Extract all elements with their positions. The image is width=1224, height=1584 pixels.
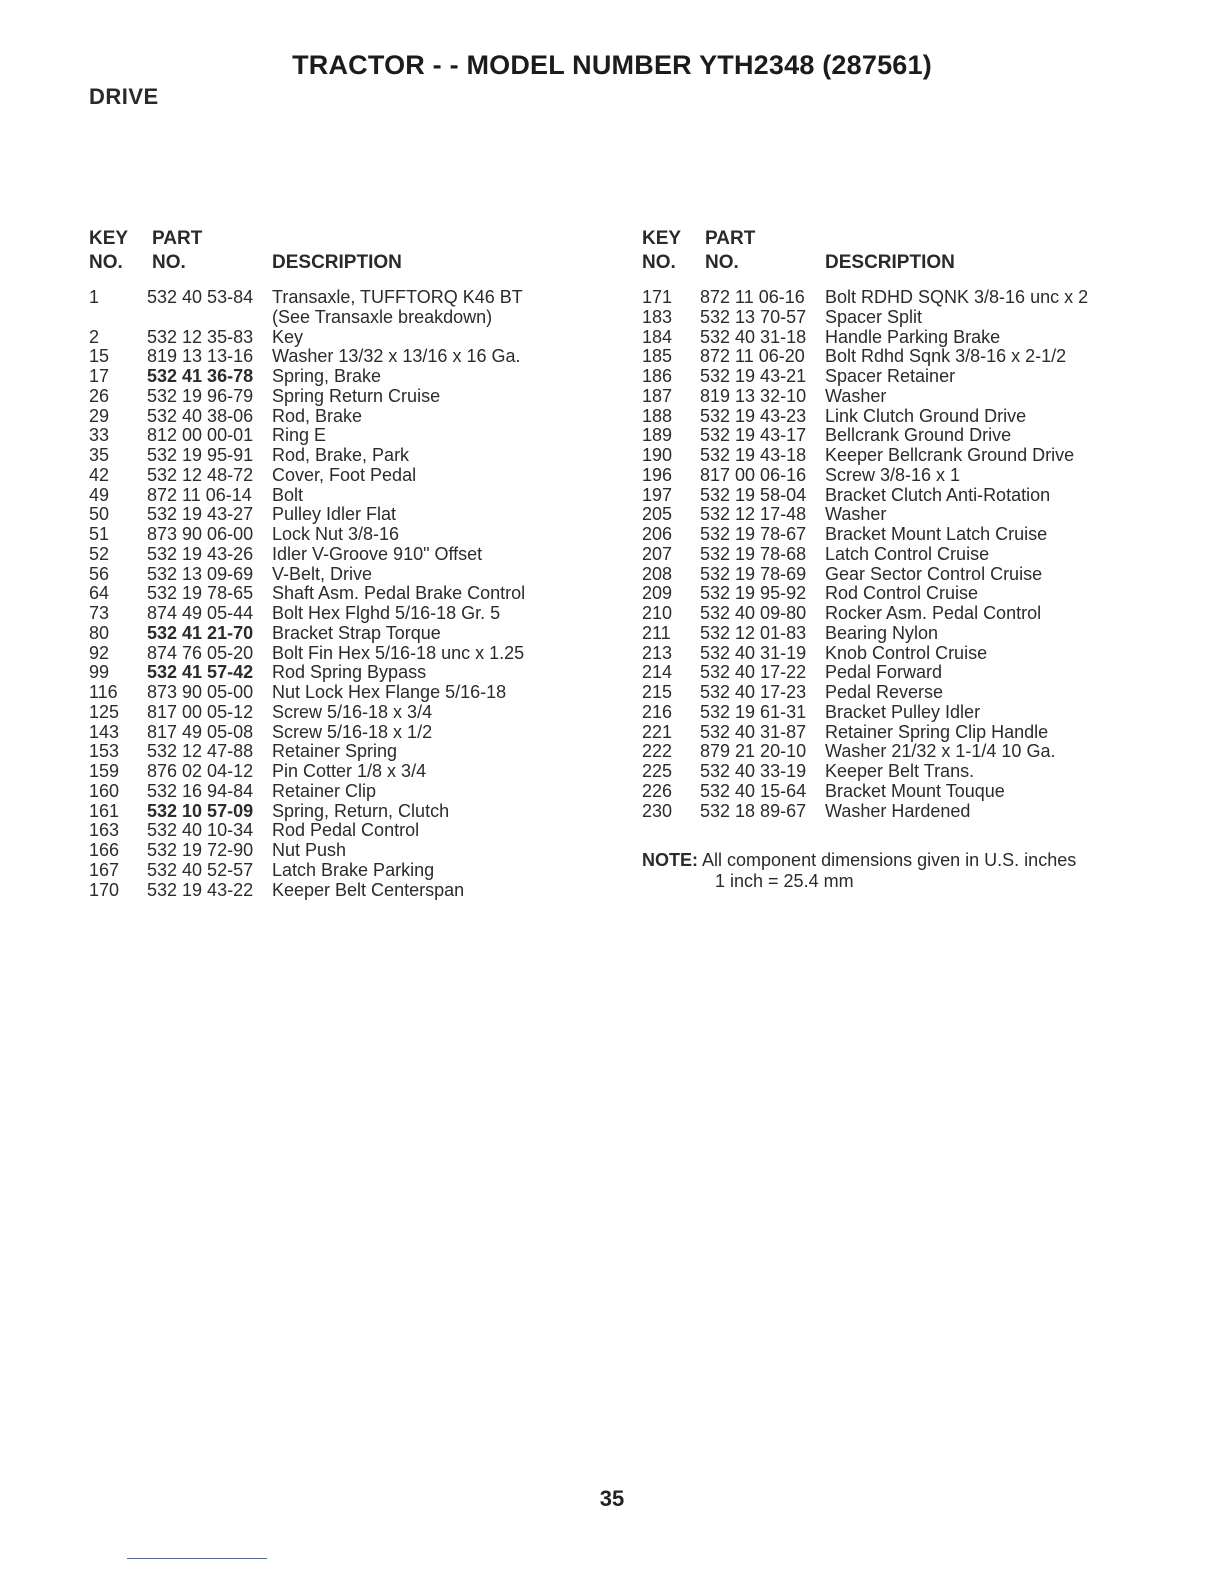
part-description: Latch Brake Parking [272, 859, 435, 880]
key-number: 183 [642, 306, 673, 327]
table-row [89, 782, 589, 802]
key-number: 42 [89, 464, 110, 485]
part-description: Pin Cotter 1/8 x 3/4 [272, 761, 427, 781]
part-number: 532 19 43-21 [700, 366, 807, 386]
part-description: Rod, Brake, Park [272, 445, 410, 465]
part-description: Bolt Fin Hex 5/16-18 unc x 1.25 [272, 642, 525, 663]
table-row [89, 644, 589, 664]
part-number: 879 21 20-10 [700, 741, 807, 762]
table-row [642, 328, 1162, 348]
part-number: 532 12 47-88 [147, 741, 254, 762]
key-number: 205 [642, 504, 673, 525]
key-number: 215 [642, 682, 673, 702]
table-row [642, 505, 1162, 525]
key-number: 161 [89, 800, 120, 821]
table-row [89, 407, 589, 427]
part-description: Bolt RDHD SQNK 3/8-16 unc x 2 [825, 287, 1089, 307]
table-row [642, 683, 1162, 703]
part-description: Pedal Forward [825, 662, 943, 683]
part-description: V-Belt, Drive [272, 563, 373, 584]
part-description: Spacer Retainer [825, 366, 956, 386]
key-number: 167 [89, 859, 120, 880]
key-number: 166 [89, 840, 120, 860]
key-header-bottom: NO. [89, 252, 123, 273]
key-number: 2 [89, 326, 100, 347]
table-row [642, 762, 1162, 782]
table-row [642, 742, 1162, 762]
part-description: Ring E [272, 425, 327, 446]
part-description: Rod Pedal Control [272, 820, 420, 841]
part-number: 532 41 21-70 [147, 622, 254, 643]
part-number: 532 40 38-06 [147, 405, 254, 426]
key-number: 211 [642, 622, 671, 643]
part-number: 817 00 05-12 [147, 701, 254, 722]
key-number: 209 [642, 583, 673, 604]
table-row [642, 802, 1162, 822]
part-description: Bolt [272, 484, 304, 505]
key-number: 187 [642, 385, 673, 406]
part-description: Spring Return Cruise [272, 385, 441, 406]
part-description: Keeper Belt Trans. [825, 761, 975, 781]
part-description: Retainer Spring [272, 741, 398, 762]
part-number: 532 19 72-90 [147, 840, 254, 860]
part-number: 874 49 05-44 [147, 603, 254, 623]
part-number: 532 13 70-57 [700, 306, 807, 327]
part-header-bottom: NO. [152, 252, 186, 273]
part-description: Spacer Split [825, 306, 923, 327]
key-number: 197 [642, 484, 673, 505]
key-number: 206 [642, 524, 673, 544]
table-row [642, 782, 1162, 802]
key-number: 185 [642, 346, 673, 367]
table-row [642, 426, 1162, 446]
part-description: Bracket Mount Latch Cruise [825, 524, 1048, 544]
table-row [89, 367, 589, 387]
part-number: 876 02 04-12 [147, 761, 254, 781]
table-row [642, 644, 1162, 664]
table-row [89, 861, 589, 881]
key-number: 51 [89, 524, 110, 544]
part-description: Knob Control Cruise [825, 642, 988, 663]
part-description: Bracket Pulley Idler [825, 701, 981, 722]
part-description: Retainer Clip [272, 780, 377, 801]
part-number: 532 19 95-92 [700, 583, 807, 604]
key-number: 159 [89, 761, 120, 781]
key-header-top: KEY [642, 228, 682, 249]
table-row [89, 762, 589, 782]
key-number: 80 [89, 622, 110, 643]
part-number: 812 00 00-01 [147, 425, 254, 446]
note-text: All component dimensions given in U.S. inches [702, 850, 1077, 870]
part-description: Pulley Idler Flat [272, 504, 397, 525]
part-description: Bolt Hex Flghd 5/16-18 Gr. 5 [272, 603, 501, 623]
part-description: Nut Push [272, 840, 347, 860]
table-row [642, 703, 1162, 723]
key-number: 225 [642, 761, 673, 781]
part-description: Gear Sector Control Cruise [825, 563, 1043, 584]
part-description: Spring, Return, Clutch [272, 800, 450, 821]
part-description: Washer 21/32 x 1-1/4 10 Ga. [825, 741, 1056, 762]
part-description: Keeper Belt Centerspan [272, 879, 465, 900]
key-number: 230 [642, 800, 673, 821]
part-description: Transaxle, TUFFTORQ K46 BT [272, 287, 523, 307]
part-number: 532 19 78-69 [700, 563, 807, 584]
part-number: 532 41 36-78 [147, 366, 254, 386]
table-row [642, 604, 1162, 624]
part-header-bottom: NO. [705, 252, 739, 273]
part-description: Washer Hardened [825, 800, 971, 821]
key-number: 125 [89, 701, 120, 722]
part-header-top: PART [705, 228, 756, 249]
part-number: 532 40 17-23 [700, 682, 807, 702]
table-row [642, 387, 1162, 407]
note-conversion: 1 inch = 25.4 mm [715, 871, 854, 891]
part-description: Washer [825, 504, 887, 525]
part-number: 532 19 43-26 [147, 543, 254, 564]
table-row [642, 584, 1162, 604]
key-number: 226 [642, 780, 673, 801]
part-number: 532 19 78-67 [700, 524, 807, 544]
part-number: 532 12 01-83 [700, 622, 807, 643]
part-number: 532 40 53-84 [147, 287, 254, 307]
part-description: Washer 13/32 x 13/16 x 16 Ga. [272, 346, 521, 367]
table-row [642, 407, 1162, 427]
part-header-top: PART [152, 228, 203, 249]
part-description: Screw 3/8-16 x 1 [825, 464, 961, 485]
description-header: DESCRIPTION [272, 252, 402, 273]
part-number: 872 11 06-16 [700, 287, 805, 307]
part-number: 532 40 09-80 [700, 603, 807, 623]
footer-rule [127, 1558, 267, 1559]
part-number: 532 13 09-69 [147, 563, 254, 584]
part-number: 532 19 43-23 [700, 405, 807, 426]
table-row [642, 565, 1162, 585]
key-number: 17 [89, 366, 110, 386]
part-description: Rod Control Cruise [825, 583, 979, 604]
part-number: 532 10 57-09 [147, 800, 254, 821]
part-number: 872 11 06-20 [700, 346, 805, 367]
key-number: 222 [642, 741, 673, 762]
table-row [89, 347, 589, 367]
table-row [89, 545, 589, 565]
part-description: Nut Lock Hex Flange 5/16-18 [272, 682, 507, 702]
part-description: Bellcrank Ground Drive [825, 425, 1012, 446]
part-number: 532 19 58-04 [700, 484, 807, 505]
part-number: 532 19 43-17 [700, 425, 807, 446]
key-header-top: KEY [89, 228, 129, 249]
table-row [89, 624, 589, 644]
table-row [89, 466, 589, 486]
table-row [642, 466, 1162, 486]
key-number: 214 [642, 662, 673, 683]
column-header [89, 228, 589, 284]
key-number: 216 [642, 701, 673, 722]
key-number: 56 [89, 563, 110, 584]
note-label: NOTE: [642, 850, 698, 870]
table-row [89, 821, 589, 841]
table-row [89, 663, 589, 683]
table-row [642, 663, 1162, 683]
key-number: 171 [642, 287, 673, 307]
table-row [89, 723, 589, 743]
part-number: 817 00 06-16 [700, 464, 807, 485]
part-description: Bracket Mount Touque [825, 780, 1005, 801]
part-description: Spring, Brake [272, 366, 382, 386]
part-number: 532 19 78-68 [700, 543, 807, 564]
key-number: 1 [89, 287, 100, 307]
part-number: 532 16 94-84 [147, 780, 254, 801]
key-number: 190 [642, 445, 673, 465]
parts-column-right [642, 228, 1162, 821]
table-row [89, 604, 589, 624]
table-row [642, 545, 1162, 565]
page-title: TRACTOR - - MODEL NUMBER YTH2348 (287561) [292, 50, 932, 80]
table-row [89, 328, 589, 348]
part-number: 873 90 06-00 [147, 524, 254, 544]
part-description: Pedal Reverse [825, 682, 944, 702]
table-row [89, 742, 589, 762]
key-number: 213 [642, 642, 673, 663]
part-description: Shaft Asm. Pedal Brake Control [272, 583, 526, 604]
part-number: 532 40 31-18 [700, 326, 807, 347]
part-description: Idler V-Groove 910" Offset [272, 543, 483, 564]
key-number: 186 [642, 366, 673, 386]
part-number: 532 40 15-64 [700, 780, 807, 801]
part-description: Latch Control Cruise [825, 543, 990, 564]
table-row [89, 683, 589, 703]
part-description: Handle Parking Brake [825, 326, 1001, 347]
table-row [642, 347, 1162, 367]
description-header: DESCRIPTION [825, 252, 955, 273]
part-description: Rod Spring Bypass [272, 662, 427, 683]
part-description: Bracket Strap Torque [272, 622, 441, 643]
part-number: 532 12 35-83 [147, 326, 254, 347]
part-number: 817 49 05-08 [147, 721, 254, 742]
table-row [642, 308, 1162, 328]
part-number: 532 40 31-19 [700, 642, 807, 663]
part-description-continued: (See Transaxle breakdown) [272, 306, 493, 327]
key-number: 153 [89, 741, 120, 762]
part-number: 532 40 33-19 [700, 761, 807, 781]
part-description: Washer [825, 385, 887, 406]
table-row [642, 486, 1162, 506]
key-number: 163 [89, 820, 120, 841]
part-number: 532 19 95-91 [147, 445, 254, 465]
part-description: Cover, Foot Pedal [272, 464, 417, 485]
part-number: 819 13 13-16 [147, 346, 254, 367]
key-number: 29 [89, 405, 110, 426]
key-number: 207 [642, 543, 673, 564]
parts-list-left [89, 288, 589, 900]
part-number: 532 40 10-34 [147, 820, 254, 841]
key-number: 15 [89, 346, 110, 367]
part-description: Retainer Spring Clip Handle [825, 721, 1049, 742]
part-number: 532 19 61-31 [700, 701, 807, 722]
key-number: 221 [642, 721, 673, 742]
part-number: 532 19 43-18 [700, 445, 807, 465]
table-row [642, 624, 1162, 644]
key-number: 35 [89, 445, 110, 465]
key-number: 160 [89, 780, 120, 801]
key-number: 73 [89, 603, 110, 623]
parts-list-right [642, 288, 1162, 821]
key-number: 189 [642, 425, 673, 446]
part-number: 874 76 05-20 [147, 642, 254, 663]
part-description: Bearing Nylon [825, 622, 939, 643]
table-row [642, 446, 1162, 466]
key-number: 33 [89, 425, 110, 446]
key-number: 99 [89, 662, 110, 683]
part-description: Keeper Bellcrank Ground Drive [825, 445, 1075, 465]
part-description: Bolt Rdhd Sqnk 3/8-16 x 2-1/2 [825, 346, 1067, 367]
part-number: 532 40 17-22 [700, 662, 807, 683]
key-number: 26 [89, 385, 110, 406]
table-row [89, 426, 589, 446]
table-row [89, 565, 589, 585]
table-row [89, 841, 589, 861]
key-number: 52 [89, 543, 110, 564]
table-row [89, 584, 589, 604]
key-number: 170 [89, 879, 120, 900]
part-number: 532 12 48-72 [147, 464, 254, 485]
page-number: 35 [599, 1486, 625, 1511]
part-description: Screw 5/16-18 x 3/4 [272, 701, 433, 722]
key-number: 50 [89, 504, 110, 525]
part-number: 532 19 96-79 [147, 385, 254, 406]
part-description: Rod, Brake [272, 405, 363, 426]
part-number: 873 90 05-00 [147, 682, 254, 702]
part-number: 532 18 89-67 [700, 800, 807, 821]
key-number: 188 [642, 405, 673, 426]
table-row [642, 525, 1162, 545]
table-row [642, 723, 1162, 743]
parts-column-left [89, 228, 589, 900]
column-header [642, 228, 1162, 284]
key-number: 184 [642, 326, 673, 347]
table-row [89, 802, 589, 822]
key-number: 49 [89, 484, 110, 505]
part-description: Key [272, 326, 304, 347]
table-row [89, 881, 589, 901]
part-number: 532 12 17-48 [700, 504, 807, 525]
table-row [89, 505, 589, 525]
part-number: 532 19 43-27 [147, 504, 254, 525]
key-header-bottom: NO. [642, 252, 676, 273]
part-number: 819 13 32-10 [700, 385, 807, 406]
section-heading: DRIVE [89, 84, 159, 109]
part-description: Link Clutch Ground Drive [825, 405, 1027, 426]
part-number: 532 40 31-87 [700, 721, 807, 742]
part-description: Rocker Asm. Pedal Control [825, 603, 1042, 623]
note [642, 850, 1076, 892]
part-number: 532 19 43-22 [147, 879, 254, 900]
part-number: 872 11 06-14 [147, 484, 252, 505]
key-number: 196 [642, 464, 673, 485]
table-row [89, 703, 589, 723]
key-number: 92 [89, 642, 110, 663]
part-number: 532 40 52-57 [147, 859, 254, 880]
key-number: 210 [642, 603, 673, 623]
table-row [89, 288, 589, 308]
key-number: 208 [642, 563, 673, 584]
part-description: Screw 5/16-18 x 1/2 [272, 721, 433, 742]
key-number: 64 [89, 583, 110, 604]
table-row [642, 288, 1162, 308]
table-row [89, 486, 589, 506]
key-number: 116 [89, 682, 118, 702]
part-number: 532 41 57-42 [147, 662, 254, 683]
key-number: 143 [89, 721, 120, 742]
part-description: Bracket Clutch Anti-Rotation [825, 484, 1051, 505]
part-number: 532 19 78-65 [147, 583, 254, 604]
table-row [89, 387, 589, 407]
table-row [642, 367, 1162, 387]
part-description: Lock Nut 3/8-16 [272, 524, 400, 544]
table-row [89, 525, 589, 545]
table-row [89, 446, 589, 466]
